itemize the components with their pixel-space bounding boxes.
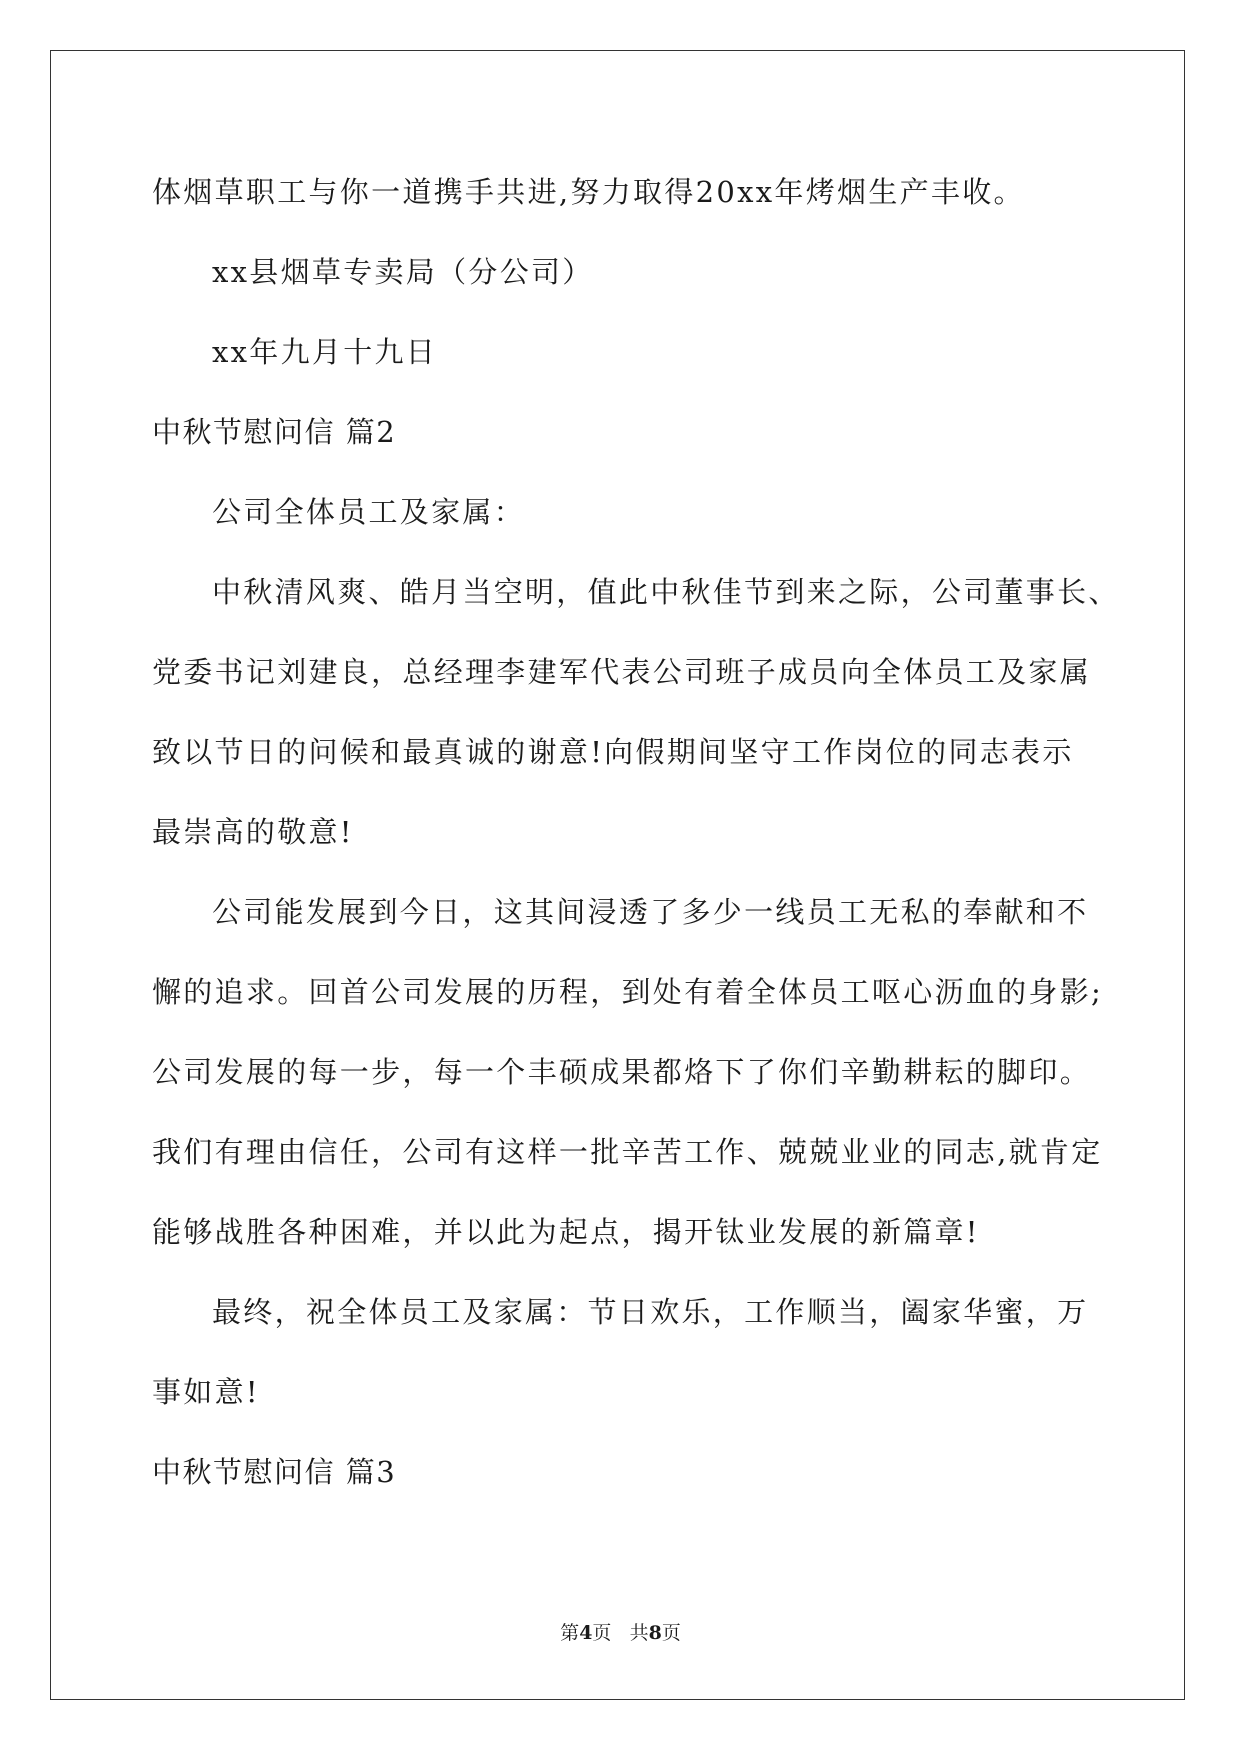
section-heading: 中秋节慰问信 篇3 — [152, 1455, 397, 1489]
body-text-line: 体烟草职工与你一道携手共进,努力取得20xx年烤烟生产丰收。 — [152, 175, 1025, 209]
footer-page-unit: 页 — [592, 1622, 612, 1644]
signature-date: xx年九月十九日 — [212, 335, 438, 369]
body-text-line: 公司发展的每一步，每一个丰硕成果都烙下了你们辛勤耕耘的脚印。 — [152, 1055, 1092, 1089]
body-text-line: 能够战胜各种困难，并以此为起点，揭开钛业发展的新篇章! — [152, 1215, 980, 1249]
body-text-line: 最终，祝全体员工及家属：节日欢乐，工作顺当，阖家华蜜，万 — [212, 1295, 1089, 1329]
body-text-line: 党委书记刘建良，总经理李建军代表公司班子成员向全体员工及家属 — [152, 655, 1092, 689]
body-text-line: 中秋清风爽、皓月当空明，值此中秋佳节到来之际，公司董事长、 — [212, 575, 1120, 609]
page-footer — [0, 1620, 1241, 1646]
body-text-line: 我们有理由信任，公司有这样一批辛苦工作、兢兢业业的同志,就肯定 — [152, 1135, 1103, 1169]
footer-total-prefix: 共 — [629, 1622, 649, 1644]
body-text-line: 致以节日的问候和最真诚的谢意!向假期间坚守工作岗位的同志表示 — [152, 735, 1074, 769]
footer-total-unit: 页 — [661, 1622, 681, 1644]
salutation: 公司全体员工及家属： — [212, 495, 526, 529]
section-heading: 中秋节慰问信 篇2 — [152, 415, 397, 449]
body-text-line: 事如意! — [152, 1375, 260, 1409]
footer-page-prefix: 第 — [560, 1622, 580, 1644]
signature-organization: xx县烟草专卖局（分公司） — [212, 255, 594, 289]
body-text-line: 懈的追求。回首公司发展的历程，到处有着全体员工呕心沥血的身影; — [152, 975, 1104, 1009]
footer-page-number: 4 — [579, 1622, 593, 1644]
body-text-line: 公司能发展到今日，这其间浸透了多少一线员工无私的奉献和不 — [212, 895, 1089, 929]
body-text-line: 最崇高的敬意! — [152, 815, 354, 849]
footer-total-pages: 8 — [648, 1622, 662, 1644]
